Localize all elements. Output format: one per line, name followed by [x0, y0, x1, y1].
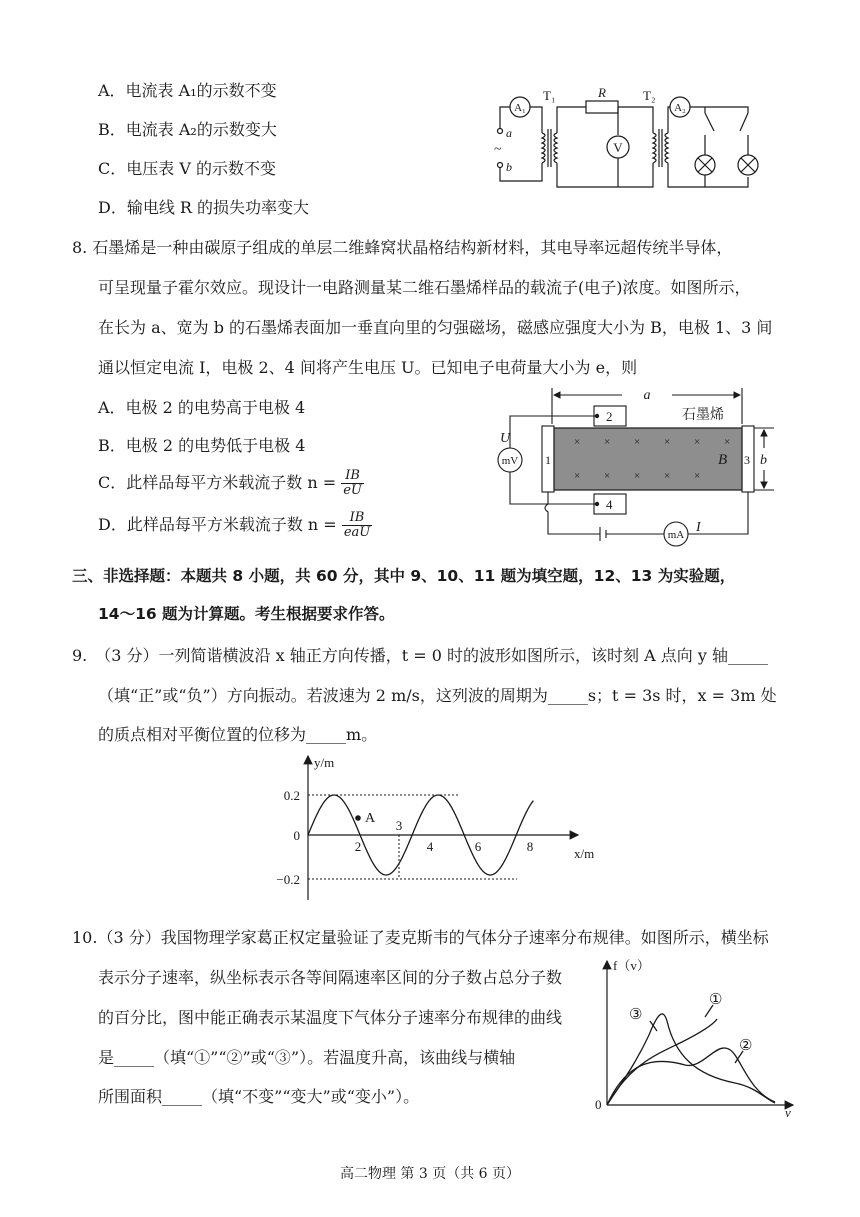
q10-stem-line-4: 是_____（填“①”“②”或“③”）。若温度升高，该曲线与横轴: [98, 1048, 516, 1067]
curve-1-label: ①: [709, 992, 723, 1008]
x-tick-8: 8: [526, 839, 534, 854]
transformer-t2-label: T₂: [643, 88, 656, 103]
ac-source-symbol: ~: [494, 142, 502, 157]
v-axis-label: v: [785, 1105, 791, 1120]
dimension-a-label: a: [643, 388, 651, 403]
q8-option-d-numerator: IB: [342, 511, 372, 526]
svg-text:×: ×: [664, 436, 671, 448]
resistor-r-label: R: [598, 85, 606, 100]
origin-label: 0: [595, 1097, 602, 1112]
x-tick-4: 4: [426, 839, 434, 854]
point-a-label: A: [365, 811, 376, 826]
q8-option-c-numerator: IB: [341, 469, 364, 484]
q8-option-d: [98, 508, 372, 542]
current-i-label: I: [696, 520, 701, 535]
page-footer: 高二物理 第 3 页（共 6 页）: [339, 1166, 521, 1182]
svg-text:×: ×: [664, 470, 671, 482]
q9-stem-line-3: 的质点相对平衡位置的位移为_____m。: [98, 725, 378, 744]
terminal-b-label: b: [506, 160, 512, 174]
svg-text:×: ×: [724, 436, 731, 448]
curve-2-label: ②: [739, 1038, 753, 1054]
x-tick-2: 2: [354, 839, 362, 854]
transmission-circuit-diagram: [490, 85, 765, 200]
curve-3-label: ③: [629, 1007, 643, 1023]
f-v-axis-label: f（v）: [613, 958, 650, 973]
y-tick-zero: 0: [293, 828, 300, 843]
electrode-4-label: 4: [606, 497, 613, 512]
section-3-heading-line-1: 三、非选择题：本题共 8 小题，共 60 分，其中 9、10、11 题为填空题，12、13 为实验题，: [72, 567, 736, 585]
x-tick-3: 3: [395, 818, 403, 833]
electrode-2-label: 2: [606, 409, 613, 424]
transformer-t1-label: T₁: [543, 88, 556, 103]
q8-option-c-text: C．此样品每平方米载流子数 n =: [98, 473, 337, 492]
electrode-1-label: 1: [545, 453, 551, 467]
q8-option-b: B．电极 2 的电势低于电极 4: [98, 436, 306, 455]
y-axis-label: y/m: [314, 755, 335, 770]
q10-stem-line-5: 所围面积_____（填“不变”“变大”或“变小”）。: [98, 1087, 420, 1106]
ammeter-a1-label: A₁: [514, 102, 526, 114]
wave-graph: [262, 750, 612, 905]
speed-distribution-graph: [585, 955, 800, 1120]
dimension-b-label: b: [760, 453, 767, 468]
q8-stem-line-1: 8. 石墨烯是一种由碳原子组成的单层二维蜂窝状晶格结构新材料，其电导率远超传统半导体，: [72, 238, 733, 257]
graphene-circuit-diagram: [492, 384, 782, 552]
q9-stem-line-1: 9. （3 分）一列简谐横波沿 x 轴正方向传播，t = 0 时的波形如图所示，该时刻 A 点向 y 轴_____: [72, 646, 768, 665]
q7-option-b: B．电流表 A₂的示数变大: [98, 120, 277, 139]
svg-text:×: ×: [604, 436, 611, 448]
curve-3: [607, 1014, 775, 1105]
q8-option-d-fraction: [342, 511, 372, 540]
q10-stem-line-2: 表示分子速率，纵坐标表示各等间隔速率区间的分子数占总分子数: [98, 968, 563, 987]
q10-stem-line-3: 的百分比，图中能正确表示某温度下气体分子速率分布规律的曲线: [98, 1008, 563, 1027]
q8-option-c-denominator: eU: [343, 483, 362, 498]
q10-stem-line-1: 10.（3 分）我国物理学家葛正权定量验证了麦克斯韦的气体分子速率分布规律。如图所示，横坐标: [72, 928, 769, 947]
electrode-3-label: 3: [744, 453, 750, 467]
voltmeter-label: V: [613, 140, 623, 155]
point-a-marker: [355, 815, 361, 821]
svg-text:×: ×: [694, 436, 701, 448]
x-axis-label: x/m: [574, 846, 595, 861]
section-3-heading-line-2: 14～16 题为计算题。考生根据要求作答。: [98, 605, 395, 623]
q7-option-d: D．输电线 R 的损失功率变大: [98, 198, 310, 217]
svg-text:×: ×: [574, 436, 581, 448]
terminal-a-label: a: [506, 126, 512, 140]
q8-stem-line-2: 可呈现量子霍尔效应。现设计一电路测量某二维石墨烯样品的载流子(电子)浓度。如图所示，: [98, 278, 751, 297]
graphene-label: 石墨烯: [682, 408, 724, 423]
svg-text:×: ×: [634, 436, 641, 448]
q8-option-d-denominator: eaU: [343, 525, 371, 540]
millivoltmeter-label: mV: [501, 455, 519, 467]
q8-option-a: A．电极 2 的电势高于电极 4: [98, 398, 306, 417]
milliammeter-label: mA: [667, 529, 685, 541]
ammeter-a2-label: A₂: [674, 102, 686, 114]
svg-text:×: ×: [634, 470, 641, 482]
y-tick-bottom: −0.2: [276, 872, 300, 887]
q8-stem-line-4: 通以恒定电流 I，电极 2、4 间将产生电压 U。已知电子电荷量大小为 e，则: [98, 358, 638, 377]
q7-option-c: C．电压表 V 的示数不变: [98, 159, 276, 178]
svg-text:×: ×: [694, 470, 701, 482]
q9-stem-line-2: （填“正”或“负”）方向振动。若波速为 2 m/s，这列波的周期为_____s；t = 3s 时，x = 3m 处: [98, 686, 777, 705]
magnetic-field-b-label: B: [718, 452, 728, 468]
q7-option-a: A．电流表 A₁的示数不变: [98, 81, 277, 100]
svg-text:×: ×: [574, 470, 581, 482]
q8-option-d-text: D．此样品每平方米载流子数 n =: [98, 515, 337, 534]
x-tick-6: 6: [474, 839, 482, 854]
q8-option-c: [98, 466, 364, 500]
curve-2: [607, 1048, 775, 1105]
q8-option-c-fraction: [341, 469, 364, 498]
svg-text:×: ×: [604, 470, 611, 482]
voltage-u-label: U: [500, 431, 511, 446]
q8-stem-line-3: 在长为 a、宽为 b 的石墨烯表面加一垂直向里的匀强磁场，磁感应强度大小为 B，电极 1、3 间: [98, 318, 773, 337]
y-tick-top: 0.2: [283, 788, 300, 803]
